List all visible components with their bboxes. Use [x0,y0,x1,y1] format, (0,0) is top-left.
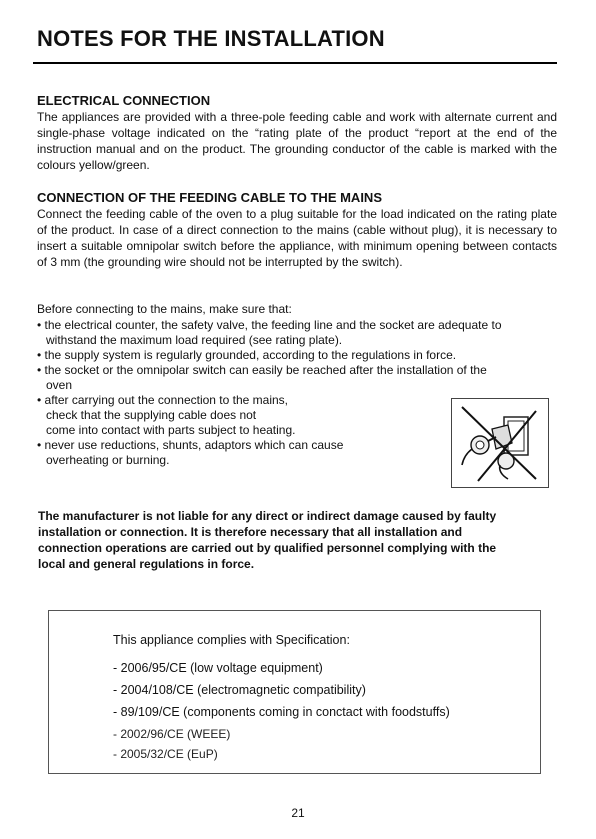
spec-item: - 2002/96/CE (WEEE) [113,727,231,741]
electrical-connection-heading: ELECTRICAL CONNECTION [37,93,211,108]
spec-intro: This appliance complies with Specification: [113,633,350,647]
no-plug-adaptor-icon [452,399,548,487]
checklist-item-continuation: check that the supplying cable does not [46,408,257,422]
page-title: NOTES FOR THE INSTALLATION [37,26,385,51]
feeding-cable-section [37,190,557,270]
checklist-item-continuation: come into contact with parts subject to heating. [46,423,296,437]
checklist-item: • the supply system is regularly grounded, according to the regulations in force. [37,348,457,362]
page-number: 21 [291,806,305,820]
spec-item: - 2005/32/CE (EuP) [113,747,218,761]
checklist-item: • the electrical counter, the safety valve, the feeding line and the socket are adequate to [37,318,502,332]
checklist-item: • never use reductions, shunts, adaptors which can cause [37,438,344,452]
warning-line: The manufacturer is not liable for any direct or indirect damage caused by faulty [38,509,497,523]
feeding-cable-body: Connect the feeding cable of the oven to a plug suitable for the load indicated on the rating plate of the product. In case of a direct connection to the mains (cable without plug), it is necessary to insert a suitable omnipolar switch before the appliance, with minimum opening between contacts of 3 mm (the grounding wire should not be interrupted by the switch). [37,207,557,269]
checklist-item: • after carrying out the connection to the mains, [37,393,289,407]
spec-item: - 2006/95/CE (low voltage equipment) [113,661,323,675]
feeding-cable-heading: CONNECTION OF THE FEEDING CABLE TO THE MAINS [37,190,382,205]
no-plug-adaptor-figure [451,398,549,488]
spec-item: - 2004/108/CE (electromagnetic compatibility) [113,683,366,697]
title-divider [33,62,557,64]
specification-box [48,610,541,774]
warning-line: connection operations are carried out by qualified personnel complying with the [38,541,497,555]
electrical-connection-section [37,93,557,173]
checklist-intro: Before connecting to the mains, make sure that: [37,302,292,316]
spec-item: - 89/109/CE (components coming in conctact with foodstuffs) [113,705,450,719]
checklist-item-continuation: oven [46,378,73,392]
warning-line: local and general regulations in force. [38,557,255,571]
checklist-item-continuation: overheating or burning. [46,453,170,467]
electrical-connection-body: The appliances are provided with a three-pole feeding cable and work with alternate current and single-phase voltage indicated on the “rating plate of the product “report at the end of the instruction manual and on the product. The grounding conductor of the cable is marked with the colours yellow/green. [37,110,557,172]
checklist-item: • the socket or the omnipolar switch can easily be reached after the installation of the [37,363,487,377]
liability-warning [38,508,558,572]
warning-line: installation or connection. It is therefore necessary that all installation and [38,525,463,539]
checklist-item-continuation: withstand the maximum load required (see rating plate). [46,333,343,347]
